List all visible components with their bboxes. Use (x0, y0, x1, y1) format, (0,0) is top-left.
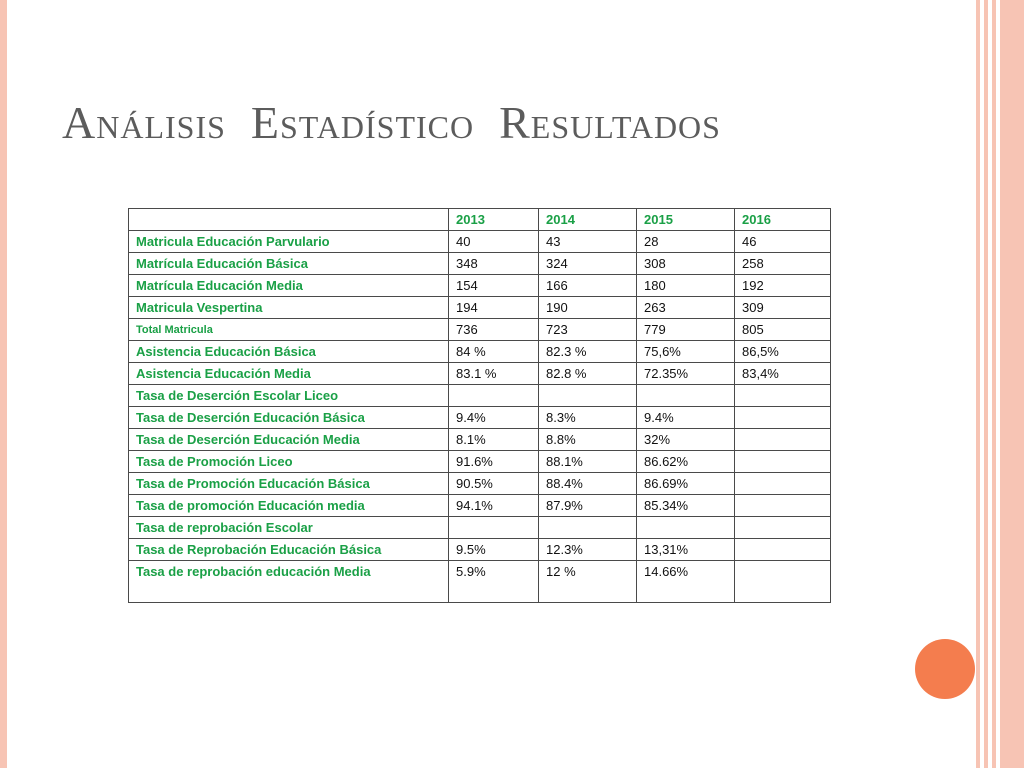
row-label-cell: Total Matricula (129, 319, 449, 341)
value-cell: 88.4% (539, 473, 637, 495)
value-cell (735, 539, 831, 561)
value-cell: 82.3 % (539, 341, 637, 363)
table-row (129, 363, 831, 385)
value-cell: 86.69% (637, 473, 735, 495)
table-row (129, 253, 831, 275)
border-stripe (976, 0, 980, 768)
value-cell (637, 385, 735, 407)
border-stripe (1000, 0, 1024, 768)
value-cell: 180 (637, 275, 735, 297)
table-row (129, 539, 831, 561)
value-cell: 85.34% (637, 495, 735, 517)
year-header-cell: 2014 (539, 209, 637, 231)
value-cell: 723 (539, 319, 637, 341)
table-row (129, 429, 831, 451)
value-cell (735, 407, 831, 429)
value-cell: 9.5% (449, 539, 539, 561)
value-cell (539, 385, 637, 407)
row-label-cell: Tasa de Promoción Educación Básica (129, 473, 449, 495)
row-label-cell: Tasa de Deserción Educación Básica (129, 407, 449, 429)
header-corner-cell (129, 209, 449, 231)
value-cell: 779 (637, 319, 735, 341)
value-cell: 82.8 % (539, 363, 637, 385)
year-header-cell: 2013 (449, 209, 539, 231)
table-row (129, 385, 831, 407)
table-row (129, 495, 831, 517)
row-label-cell: Matrícula Educación Básica (129, 253, 449, 275)
row-label-cell: Tasa de reprobación educación Media (129, 561, 449, 603)
table-row (129, 297, 831, 319)
value-cell: 9.4% (449, 407, 539, 429)
value-cell: 13,31% (637, 539, 735, 561)
statistics-table (128, 208, 831, 603)
value-cell: 86,5% (735, 341, 831, 363)
value-cell: 194 (449, 297, 539, 319)
year-header-cell: 2016 (735, 209, 831, 231)
value-cell (449, 517, 539, 539)
value-cell: 308 (637, 253, 735, 275)
value-cell (735, 385, 831, 407)
value-cell: 309 (735, 297, 831, 319)
slide-border-left (0, 0, 7, 768)
value-cell: 8.1% (449, 429, 539, 451)
value-cell: 263 (637, 297, 735, 319)
row-label-cell: Matricula Educación Parvulario (129, 231, 449, 253)
value-cell (735, 495, 831, 517)
value-cell: 8.8% (539, 429, 637, 451)
value-cell: 5.9% (449, 561, 539, 603)
row-label-cell: Tasa de Deserción Escolar Liceo (129, 385, 449, 407)
value-cell: 46 (735, 231, 831, 253)
value-cell: 9.4% (637, 407, 735, 429)
value-cell: 736 (449, 319, 539, 341)
value-cell: 12.3% (539, 539, 637, 561)
value-cell: 258 (735, 253, 831, 275)
value-cell: 28 (637, 231, 735, 253)
value-cell: 90.5% (449, 473, 539, 495)
value-cell: 324 (539, 253, 637, 275)
value-cell: 75,6% (637, 341, 735, 363)
table-header-row (129, 209, 831, 231)
value-cell: 14.66% (637, 561, 735, 603)
year-header-cell: 2015 (637, 209, 735, 231)
table-row (129, 407, 831, 429)
border-stripe (984, 0, 988, 768)
slide-title: Análisis Estadístico Resultados (62, 97, 721, 148)
value-cell: 43 (539, 231, 637, 253)
value-cell: 83,4% (735, 363, 831, 385)
value-cell: 32% (637, 429, 735, 451)
value-cell (735, 451, 831, 473)
table-row (129, 275, 831, 297)
table-row (129, 561, 831, 603)
border-stripe (992, 0, 996, 768)
value-cell (637, 517, 735, 539)
value-cell (449, 385, 539, 407)
value-cell: 91.6% (449, 451, 539, 473)
value-cell: 154 (449, 275, 539, 297)
value-cell: 83.1 % (449, 363, 539, 385)
row-label-cell: Tasa de Reprobación Educación Básica (129, 539, 449, 561)
value-cell: 348 (449, 253, 539, 275)
row-label-cell: Tasa de Deserción Educación Media (129, 429, 449, 451)
value-cell (735, 473, 831, 495)
value-cell: 86.62% (637, 451, 735, 473)
value-cell: 8.3% (539, 407, 637, 429)
value-cell (539, 517, 637, 539)
table-row (129, 473, 831, 495)
value-cell: 72.35% (637, 363, 735, 385)
table-row (129, 341, 831, 363)
value-cell: 94.1% (449, 495, 539, 517)
value-cell: 87.9% (539, 495, 637, 517)
value-cell: 40 (449, 231, 539, 253)
value-cell: 166 (539, 275, 637, 297)
table-row (129, 231, 831, 253)
row-label-cell: Matricula Vespertina (129, 297, 449, 319)
value-cell: 190 (539, 297, 637, 319)
value-cell (735, 517, 831, 539)
row-label-cell: Tasa de promoción Educación media (129, 495, 449, 517)
value-cell: 192 (735, 275, 831, 297)
value-cell (735, 429, 831, 451)
value-cell (735, 561, 831, 603)
value-cell: 84 % (449, 341, 539, 363)
row-label-cell: Tasa de Promoción Liceo (129, 451, 449, 473)
value-cell: 805 (735, 319, 831, 341)
decorative-circle (915, 639, 975, 699)
row-label-cell: Matrícula Educación Media (129, 275, 449, 297)
table-row (129, 517, 831, 539)
value-cell: 88.1% (539, 451, 637, 473)
row-label-cell: Tasa de reprobación Escolar (129, 517, 449, 539)
value-cell: 12 % (539, 561, 637, 603)
table-row (129, 319, 831, 341)
table-row (129, 451, 831, 473)
row-label-cell: Asistencia Educación Media (129, 363, 449, 385)
row-label-cell: Asistencia Educación Básica (129, 341, 449, 363)
